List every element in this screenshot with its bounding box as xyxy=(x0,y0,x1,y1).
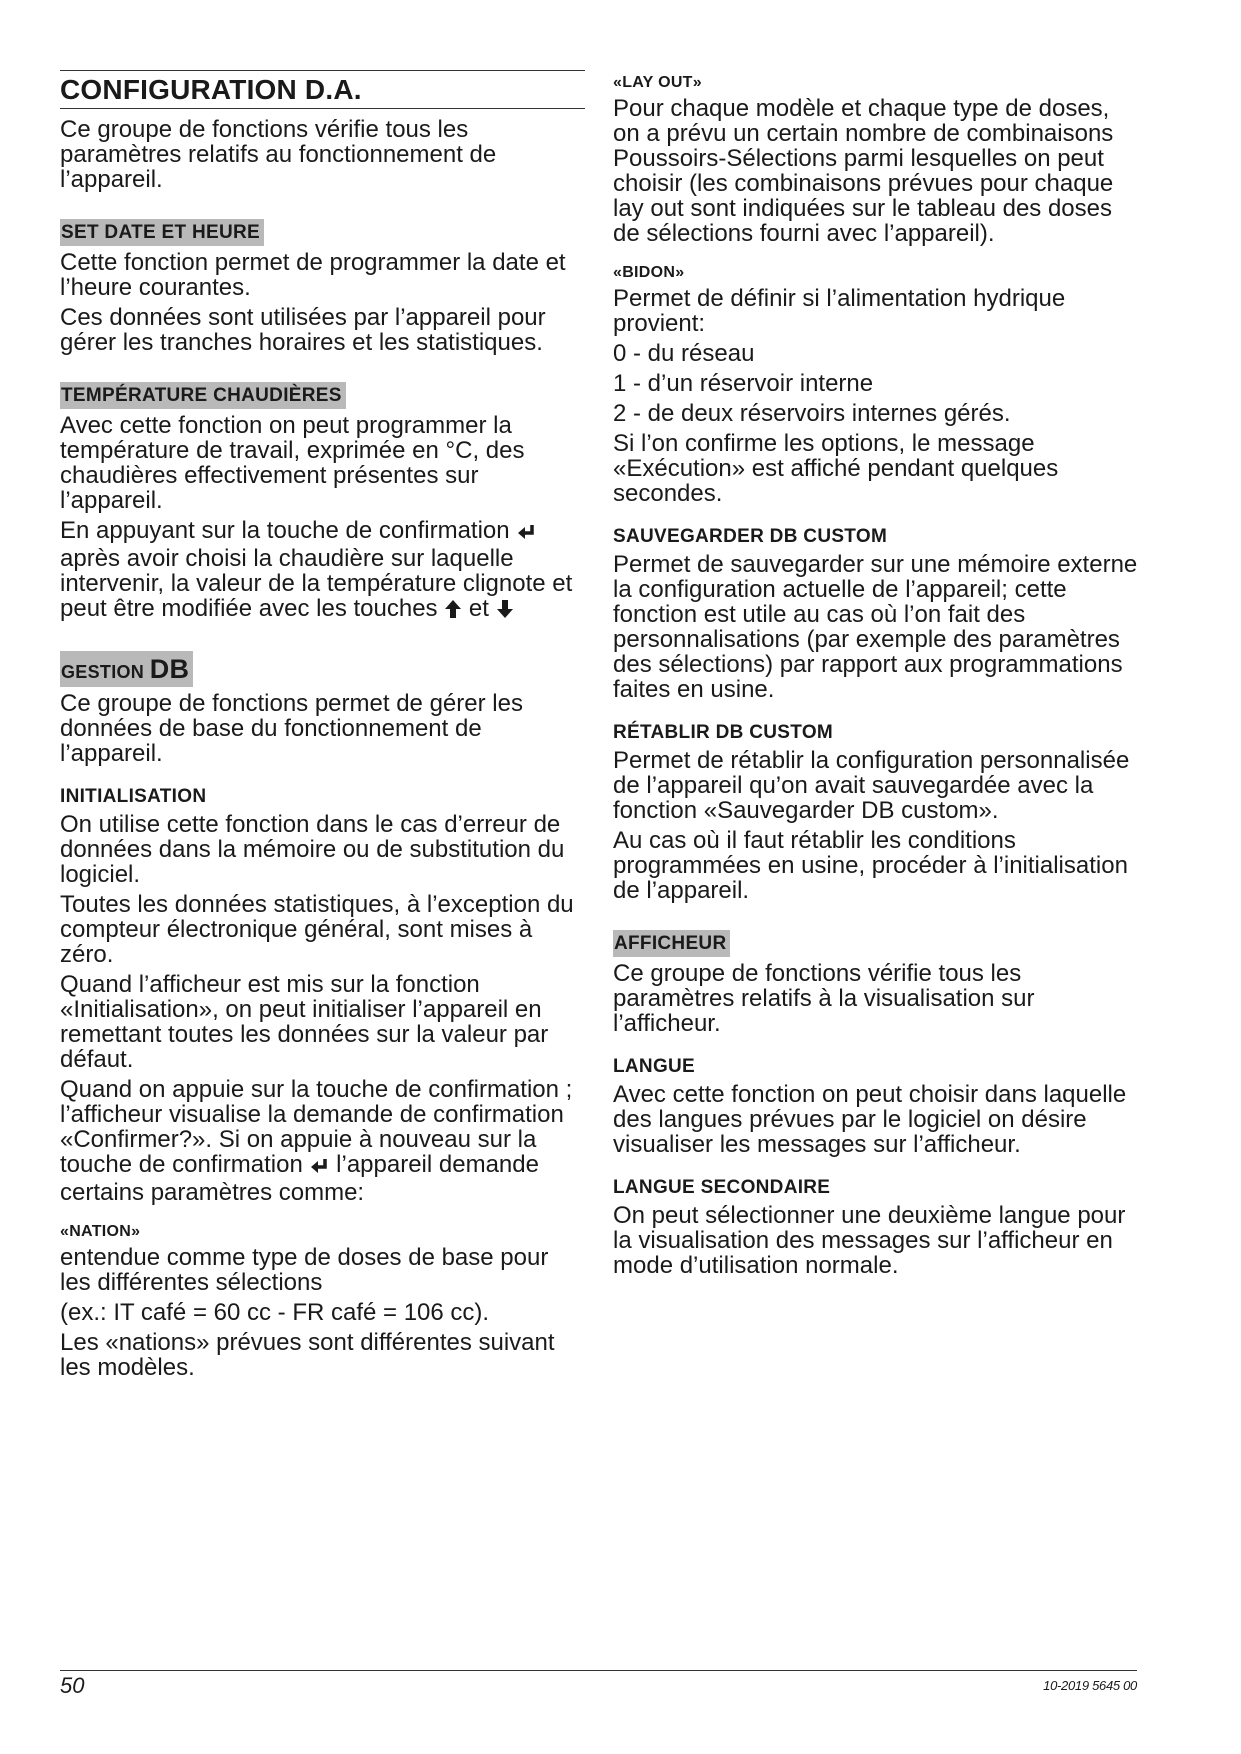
bidon-option-1: 1 - d’un réservoir interne xyxy=(613,370,874,397)
initialisation-p3: Quand l’afficheur est mis sur la fonction «Initialisation», on peut initialiser l’appareil en remettant toutes les données sur la valeur par défaut. xyxy=(60,971,549,1073)
initialisation-p4-a: Quand on appuie sur la touche de confirmation ; l’afficheur visualise la demande de confirmation «Confirmer?». Si on appuie à nouveau sur la touche de confirmation xyxy=(60,1076,573,1178)
retablir-p2: Au cas où il faut rétablir les conditions programmées en usine, procéder à l’initialisation de l’appareil. xyxy=(613,827,1128,904)
temperature-p2-a: En appuyant sur la touche de confirmation xyxy=(60,517,510,544)
section-title: CONFIGURATION D.A. xyxy=(60,70,585,109)
bidon-option-0: 0 - du réseau xyxy=(613,340,755,367)
nation-p3: Les «nations» prévues sont différentes suivant les modèles. xyxy=(60,1329,555,1381)
nation-p2: (ex.: IT café = 60 cc - FR café = 106 cc). xyxy=(60,1299,490,1326)
nation-p1: entendue comme type de doses de base pour les différentes sélections xyxy=(60,1244,549,1296)
temperature-p1: Avec cette fonction on peut programmer la température de travail, exprimée en °C, des chaudières effectivement présentes sur l’appareil. xyxy=(60,412,525,514)
heading-initialisation: INITIALISATION xyxy=(60,786,207,807)
arrow-down-icon xyxy=(496,599,514,624)
heading-langue-secondaire: LANGUE SECONDAIRE xyxy=(613,1177,831,1198)
heading-bidon: «BIDON» xyxy=(613,264,685,281)
footer-rule xyxy=(60,1670,1137,1671)
heading-gestion-db-a: GESTION xyxy=(61,662,145,682)
initialisation-p4-b: l’appareil demande certains paramètres comme: xyxy=(60,1151,539,1206)
set-date-p2: Ces données sont utilisées par l’appareil pour gérer les tranches horaires et les statistiques. xyxy=(60,304,546,356)
layout-p1: Pour chaque modèle et chaque type de doses, on a prévu un certain nombre de combinaisons Poussoirs-Sélections parmi lesquelles on peut choisir (les combinaisons prévues pour chaque lay out sont indiquées sur le tableau des doses de sélections fourni avec l’appareil). xyxy=(613,95,1114,247)
arrow-up-icon xyxy=(444,599,462,624)
langue-secondaire-p1: On peut sélectionner une deuxième langue pour la visualisation des messages sur l’afficheur en mode d’utilisation normale. xyxy=(613,1202,1126,1279)
enter-key-icon xyxy=(309,1155,329,1180)
bidon-p1: Permet de définir si l’alimentation hydrique provient: xyxy=(613,285,1066,337)
heading-set-date: SET DATE ET HEURE xyxy=(60,219,264,246)
initialisation-p1: On utilise cette fonction dans le cas d’erreur de données dans la mémoire ou de substitution du logiciel. xyxy=(60,811,565,888)
bidon-p2: Si l’on confirme les options, le message «Exécution» est affiché pendant quelques secondes. xyxy=(613,430,1059,507)
initialisation-p4 xyxy=(60,1077,585,1205)
document-code: 10-2019 5645 00 xyxy=(1043,1678,1137,1693)
right-column xyxy=(613,74,1138,1283)
heading-retablir: RÉTABLIR DB CUSTOM xyxy=(613,722,834,743)
initialisation-p2: Toutes les données statistiques, à l’exception du compteur électronique général, sont mises à zéro. xyxy=(60,891,574,968)
bidon-option-2: 2 - de deux réservoirs internes gérés. xyxy=(613,400,1011,427)
temperature-p2-c: et xyxy=(468,595,489,622)
retablir-p1: Permet de rétablir la configuration personnalisée de l’appareil qu’on avait sauvegardée avec la fonction «Sauvegarder DB custom». xyxy=(613,747,1130,824)
sauvegarder-p1: Permet de sauvegarder sur une mémoire externe la configuration actuelle de l’appareil; cette fonction est utile au cas où l’on fait des personnalisations (par exemple des paramètres des sélections) par rapport aux programmations faites en usine. xyxy=(613,551,1138,703)
set-date-p1: Cette fonction permet de programmer la date et l’heure courantes. xyxy=(60,249,566,301)
heading-sauvegarder: SAUVEGARDER DB CUSTOM xyxy=(613,526,888,547)
heading-nation: «NATION» xyxy=(60,1223,141,1240)
heading-layout: «LAY OUT» xyxy=(613,74,702,91)
heading-langue: LANGUE xyxy=(613,1056,696,1077)
gestion-db-p1: Ce groupe de fonctions permet de gérer les données de base du fonctionnement de l’appareil. xyxy=(60,690,523,767)
afficheur-p1: Ce groupe de fonctions vérifie tous les paramètres relatifs à la visualisation sur l’afficheur. xyxy=(613,960,1035,1037)
temperature-p2-b: après avoir choisi la chaudière sur laquelle intervenir, la valeur de la température clignote et peut être modifiée avec les touches xyxy=(60,545,573,622)
intro-paragraph: Ce groupe de fonctions vérifie tous les paramètres relatifs au fonctionnement de l’appareil. xyxy=(60,116,497,193)
left-column xyxy=(60,70,585,1385)
langue-p1: Avec cette fonction on peut choisir dans laquelle des langues prévues par le logiciel on désire visualiser les messages sur l’afficheur. xyxy=(613,1081,1127,1158)
heading-gestion-db-b: DB xyxy=(149,654,190,684)
page-number: 50 xyxy=(60,1673,85,1698)
heading-afficheur: AFFICHEUR xyxy=(613,930,730,957)
heading-gestion-db xyxy=(60,651,193,687)
heading-temperature: TEMPÉRATURE CHAUDIÈRES xyxy=(60,382,346,409)
temperature-p2 xyxy=(60,518,585,624)
enter-key-icon xyxy=(516,521,536,546)
